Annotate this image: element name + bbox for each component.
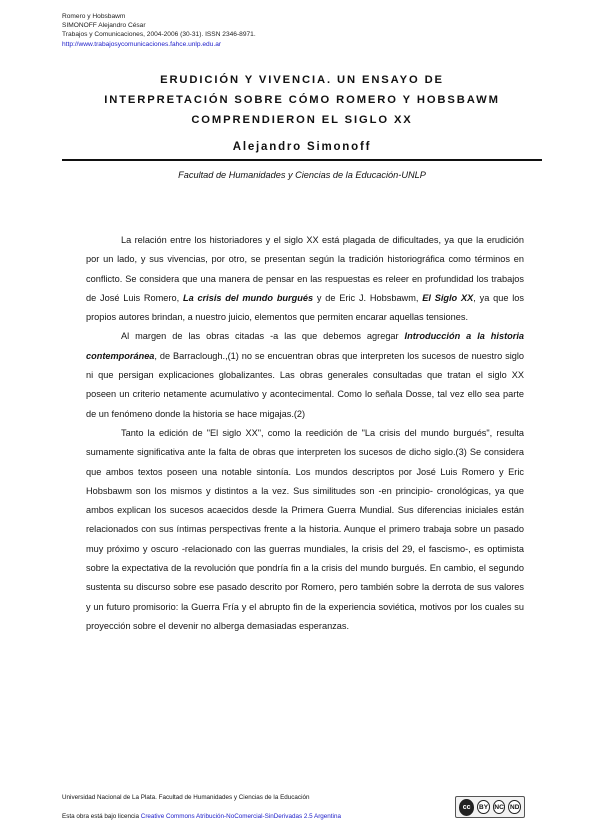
paragraph-2 (86, 327, 524, 423)
header-url-link[interactable]: http://www.trabajosycomunicaciones.fahce.unlp.edu.ar (62, 40, 222, 48)
p3-text: Tanto la edición de "El siglo XX", como la reedición de "La crisis del mundo burgués", resulta sumamente significativa ante la falta de obras que interpreten los sucesos de dicho siglo.(3) Se considera que ambos textos poseen una notable sintonía. Los mundos descriptos por José Luis Romero y Eric Hobsbawm son los mismos y distintos a la vez. Sus similitudes son -en principio- cronológicas, ya que ambos explican los sucesos acaecidos desde la Primera Guerra Mundial. Sus diferencias iniciales están relacionados con sus íntimas perspectivas frente a la historia. Aunque el primero trabaja sobre un pasado muy próximo y oscuro -relacionado con las guerras mundiales, la crisis del 29, el fascismo-, es optimista sobre la expectativa de la revolución que pondría fin a la crisis del mundo burgués. En cambio, el segundo sustenta su discurso sobre ese pasado descrito por Romero, pero también sobre la derrota de sus valores y un futuro promisorio: la Guerra Fría y el abrupto fin de la experiencia soviética, motivos por los cuales su proyección sobre el devenir no alberga demasiadas esperanzas. (86, 427, 524, 631)
footer-license (62, 813, 341, 820)
title-line-1: ERUDICIÓN Y VIVENCIA. UN ENSAYO DE (160, 74, 444, 86)
p1-book-title-crisis: La crisis del mundo burgués (182, 292, 314, 303)
p2-text-c: , de Barraclough.,(1) no se encuentran obras que interpreten los sucesos de nuestro siglo ni que persigan explicaciones globalizantes. Las obras generales consultadas que tratan el siglo XX poseen un criterio netamente acumulativo y acontecimental. Como lo señala Dosse, tal vez ello sea parte de un fenómeno donde la historia se hace migajas.(2) (86, 350, 524, 419)
license-link[interactable]: Creative Commons Atribución-NoComercial-SinDerivadas 2.5 Argentina (140, 813, 341, 820)
attribution-icon: BY (477, 800, 490, 814)
p2-text-a: Al margen de las obras citadas -a las que debemos agregar (121, 331, 405, 342)
cc-icon: cc (459, 799, 474, 816)
paragraph-1 (86, 231, 524, 327)
article-body (86, 231, 524, 636)
creative-commons-badge[interactable] (455, 796, 525, 818)
header-running-title: Romero y Hobsbawm (62, 13, 126, 20)
noderivatives-icon: ND (508, 800, 521, 814)
p1-text-e: , ya que los propios autores brindan, a nuestro juicio, elementos que permiten encarar aquellas tensiones. (86, 292, 524, 323)
noncommercial-icon: NC (493, 800, 506, 814)
author-affiliation: Facultad de Humanidades y Ciencias de la Educación-UNLP (178, 170, 426, 180)
article-title (62, 70, 542, 130)
title-line-2: INTERPRETACIÓN SOBRE CÓMO ROMERO Y HOBSBAWM (104, 94, 500, 106)
header-journal: Trabajos y Comunicaciones, 2004-2006 (30-31). ISSN 2346-8971. (62, 31, 256, 39)
title-line-3: COMPRENDIERON EL SIGLO XX (191, 114, 413, 126)
p1-text-a: La relación entre los historiadores y el siglo XX está plagada de dificultades, ya que la erudición por un lado, y sus vivencias, por otro, se presentan según la tradición historiográfica como términos en conflicto. Se considera que una manera de pensar en las respuestas es releer en profundidad los trabajos de José Luis Romero, (86, 235, 524, 303)
p2-book-title: Introducción a la historia contemporánea (86, 331, 524, 361)
paragraph-3 (86, 424, 524, 636)
p1-text-c: y de Eric J. Hobsbawm, (313, 292, 423, 303)
footer-institution: Universidad Nacional de La Plata. Facultad de Humanidades y Ciencias de la Educación (62, 794, 310, 801)
author-name: Alejandro Simonoff (232, 141, 372, 153)
document-header (62, 12, 256, 49)
p1-book-title-siglo: El Siglo XX (422, 292, 474, 303)
license-prefix: Esta obra está bajo licencia (62, 813, 141, 820)
title-divider (62, 159, 542, 161)
header-author: SIMONOFF Alejandro César (62, 22, 146, 30)
